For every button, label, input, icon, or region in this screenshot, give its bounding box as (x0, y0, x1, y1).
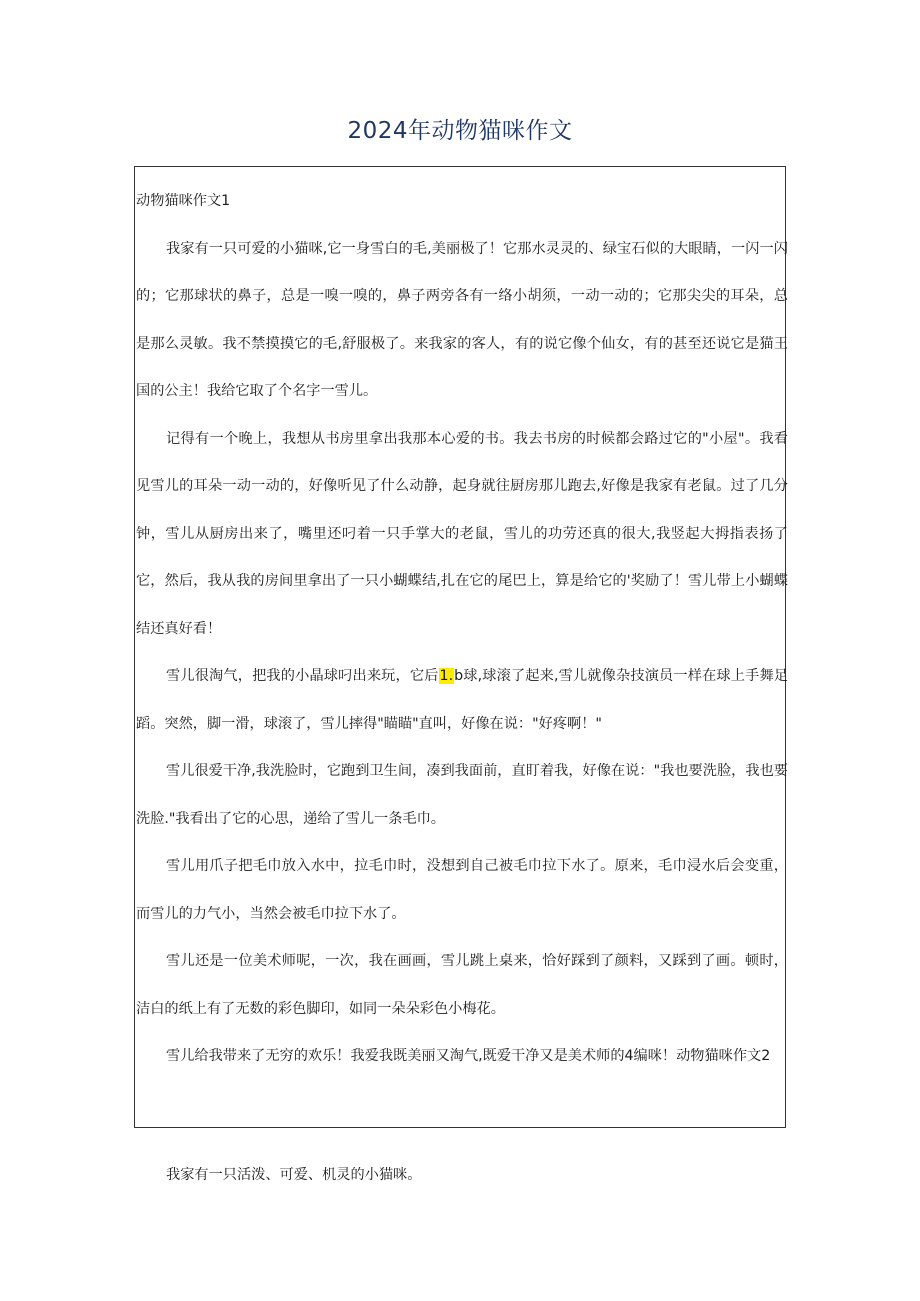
after-box-text (136, 1152, 788, 1200)
paragraph-5: 雪儿用爪子把毛巾放入水中，拉毛巾时，没想到自己被毛巾拉下水了。原来，毛巾浸水后会变重，而雪儿的力气小，当然会被毛巾拉下水了。 (136, 858, 788, 922)
paragraph-3-end: b球,球滚了起来,雪儿就像杂技演员一样在球上手舞足蹈。突然，脚一滑，球滚了，雪儿摔得"瞄瞄"直叫，好像在说："好疼啊！" (136, 668, 788, 732)
paragraph-6: 雪儿还是一位美术师呢，一次，我在画画，雪儿跳上桌来，恰好踩到了颜料，又踩到了画。顿时，洁白的纸上有了无数的彩色脚印，如同一朵朵彩色小梅花。 (136, 953, 788, 1017)
paragraph-2: 记得有一个晚上，我想从书房里拿出我那本心爱的书。我去书房的时候都会路过它的"小屋"。我看见雪儿的耳朵一动一动的，好像听见了什么动静，起身就往厨房那儿跑去,好像是我家有老鼠。过了几分钟，雪儿从厨房出来了，嘴里还叼着一只手掌大的老鼠，雪儿的功劳还真的很大,我竖起大拇指表扬了它，然后，我从我的房间里拿出了一只小蝴蝶结,扎在它的尾巴上，算是给它的'奖励了！雪儿带上小蝴蝶结还真好看！ (136, 430, 788, 637)
paragraph-3 (136, 653, 788, 748)
content-box (136, 178, 788, 1081)
paragraph-1: 我家有一只可爱的小猫咪,它一身雪白的毛,美丽极了！它那水灵灵的、绿宝石似的大眼睛，一闪一闪的；它那球状的鼻子，总是一嗅一嗅的，鼻子两旁各有一络小胡须，一动一动的；它那尖尖的耳朵，总是那么灵敏。我不禁摸摸它的毛,舒服极了。来我家的客人，有的说它像个仙女，有的甚至还说它是猫王国的公主！我给它取了个名字一雪儿。 (136, 240, 788, 399)
section-heading-1: 动物猫咪作文1 (136, 193, 231, 209)
paragraph-3-start: 雪儿很淘气，把我的小晶球叼出来玩，它后 (166, 668, 439, 684)
paragraph-7: 雪儿给我带来了无穷的欢乐！我爱我既美丽又淘气,既爱干净又是美术师的4编咪！动物猫咪作文2 (166, 1048, 771, 1064)
highlighted-text: 1. (439, 668, 454, 684)
paragraph-8: 我家有一只活泼、可爱、机灵的小猫咪。 (166, 1167, 422, 1183)
paragraph-4: 雪儿很爱干净,我洗脸时，它跑到卫生间，凑到我面前，直盯着我，好像在说："我也要洗脸，我也要洗脸."我看出了它的心思，递给了雪儿一条毛巾。 (136, 763, 788, 827)
document-title: 2024年动物猫咪作文 (347, 118, 573, 144)
